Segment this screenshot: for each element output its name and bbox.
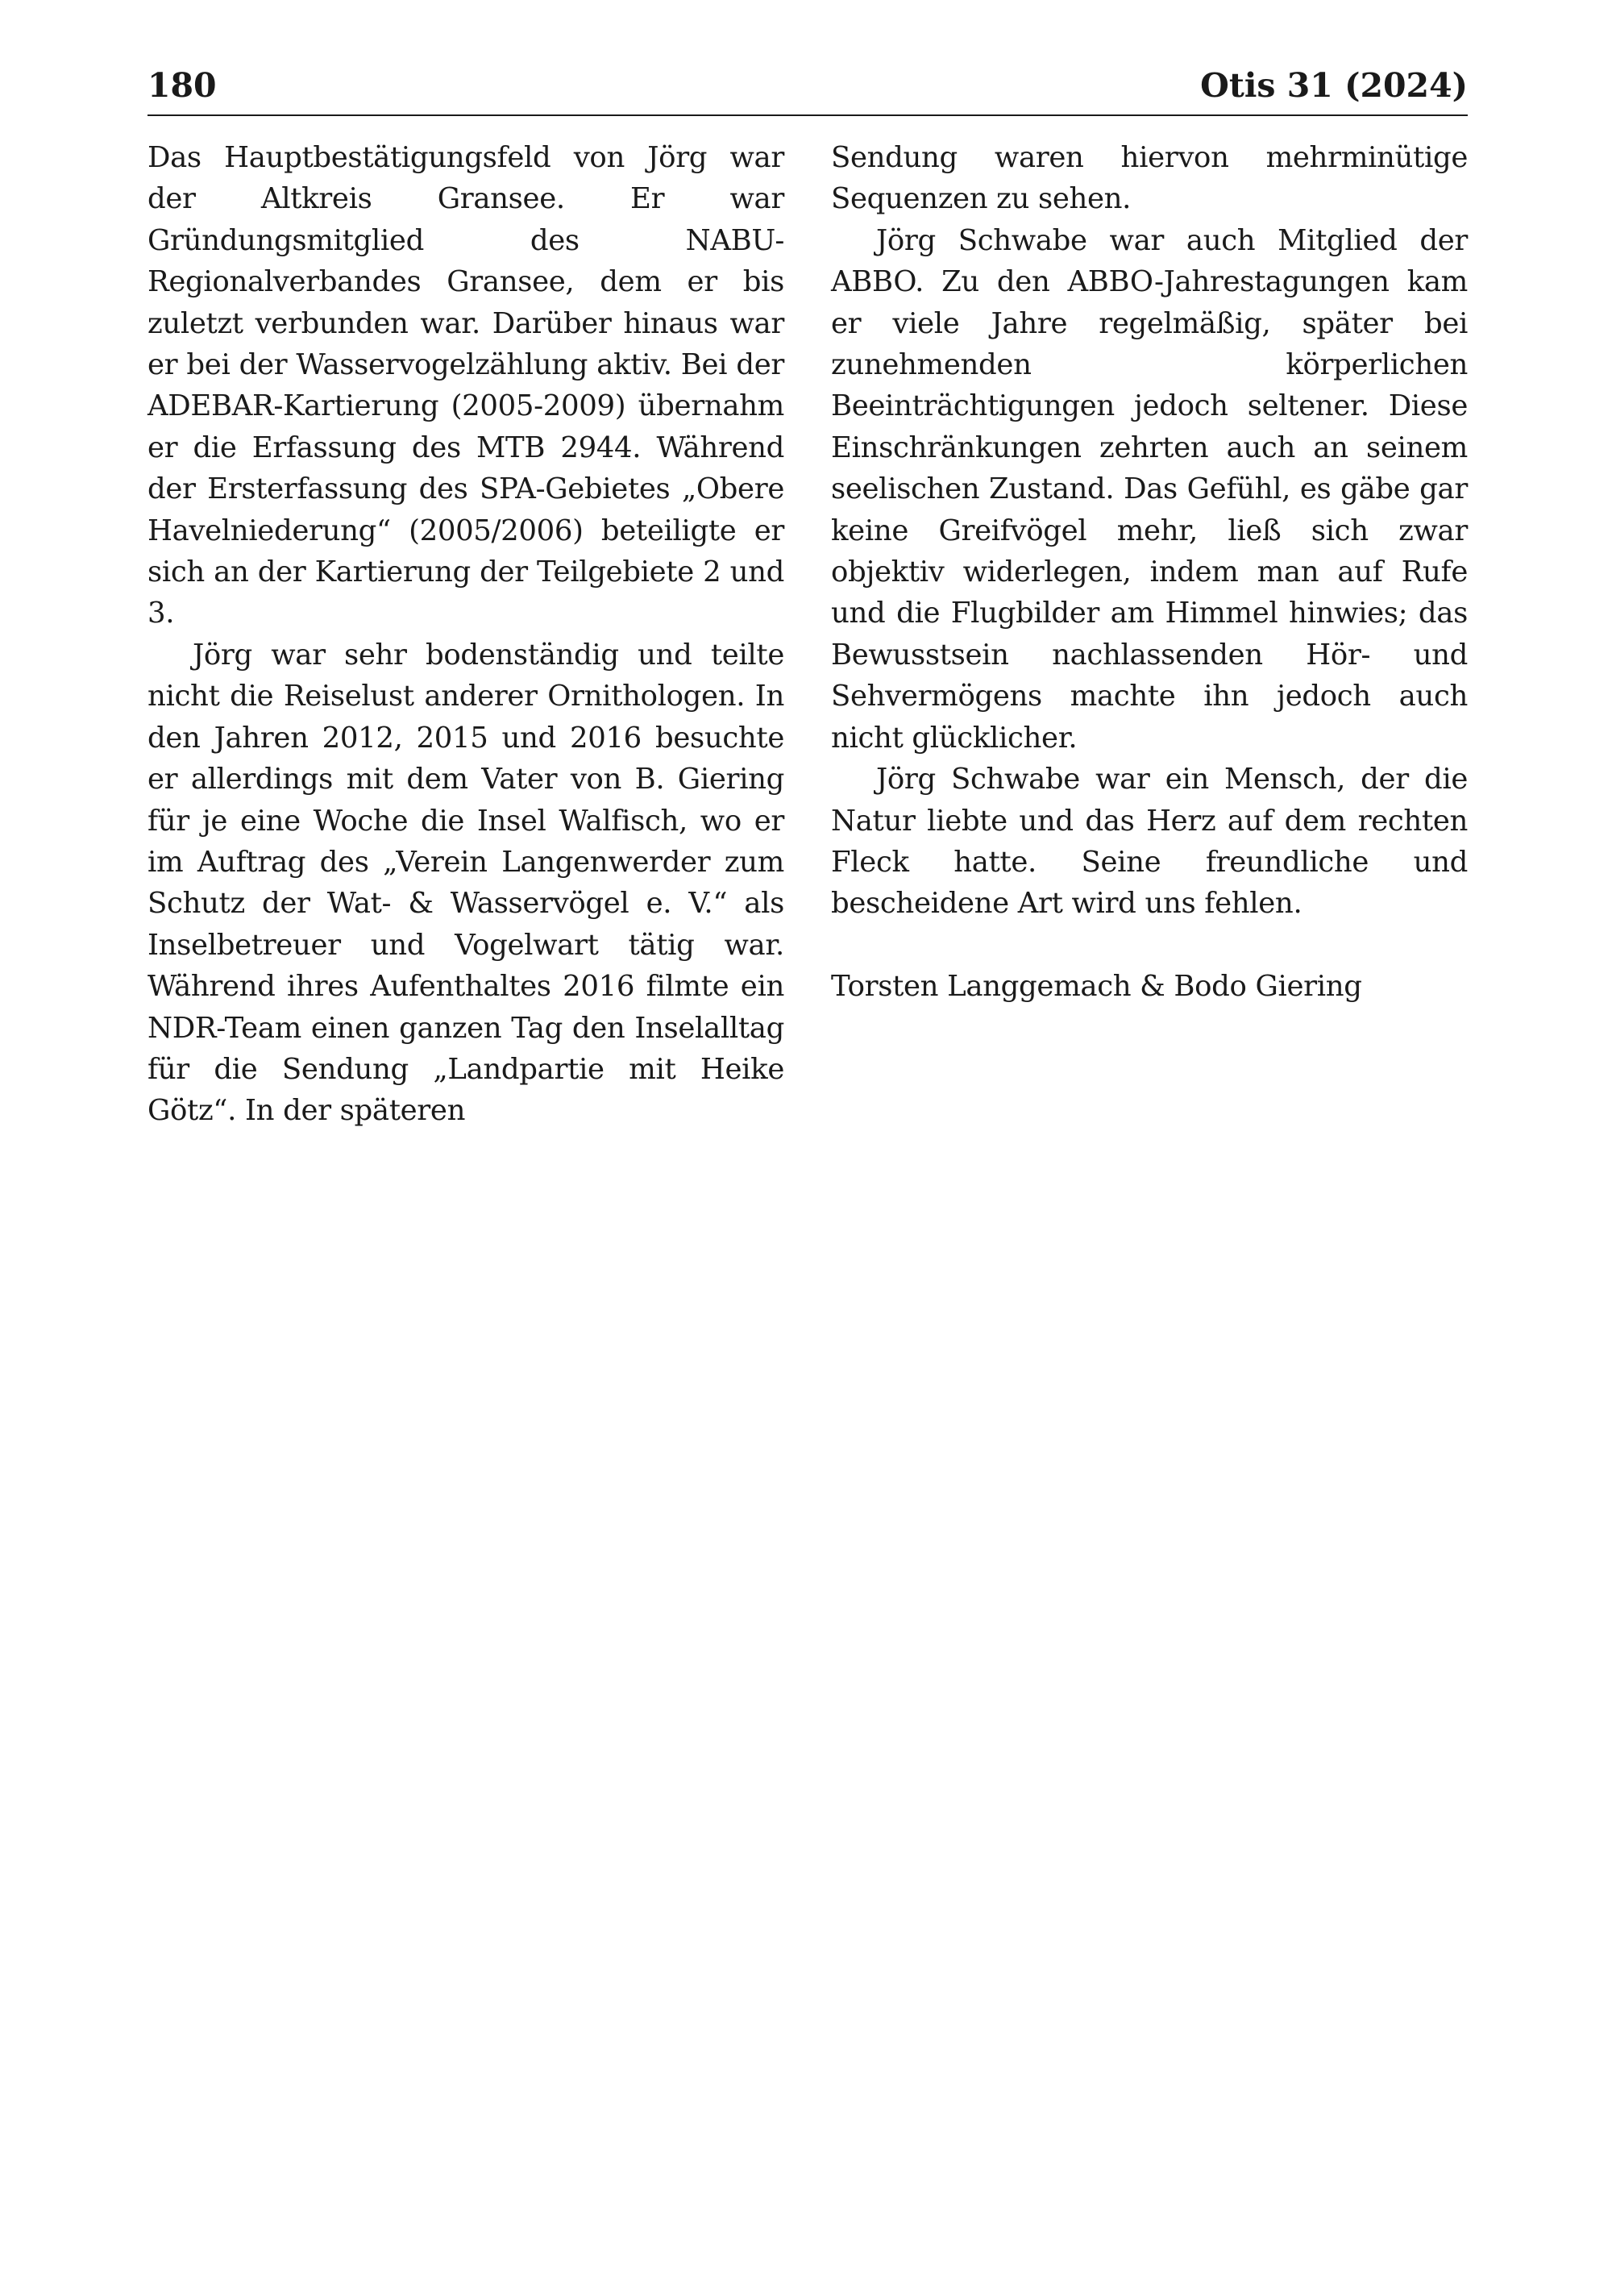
paragraph: Jörg Schwabe war auch Mitglied der ABBO. Zu den ABBO-Jahrestagungen kam er viele Jahre regelmäßig, später bei zunehmenden körperlichen Beeinträchtigungen jedoch seltener. Diese Einschränkungen zehrten auch an seinem seelischen Zustand. Das Gefühl, es gäbe gar keine Greifvögel mehr, ließ sich zwar objektiv widerlegen, indem man auf Rufe und die Flugbilder am Himmel hinwies; das Bewusstsein nachlassenden Hör- und Sehvermögens machte ihn jedoch auch nicht glücklicher. xyxy=(831,223,1468,755)
paragraph: Sendung waren hiervon mehrminütige Sequenzen zu sehen. xyxy=(831,141,1468,216)
journal-reference: Otis 31 (2024) xyxy=(1200,66,1468,105)
paragraph: Jörg Schwabe war ein Mensch, der die Natur liebte und das Herz auf dem rechten Fleck hatte. Seine freundliche und bescheidene Art wird uns fehlen. xyxy=(831,763,1468,921)
right-column xyxy=(831,137,1468,1008)
left-column xyxy=(147,137,784,1132)
page-number: 180 xyxy=(147,66,217,105)
page-header xyxy=(147,63,1468,116)
paragraph: Jörg war sehr bodenständig und teilte nicht die Reiselust anderer Ornithologen. In den Jahren 2012, 2015 und 2016 besuchte er allerdings mit dem Vater von B. Giering für je eine Woche die Insel Walfisch, wo er im Auftrag des „Verein Langenwerder zum Schutz der Wat- & Wasservögel e. V.“ als Inselbetreuer und Vogelwart tätig war. Während ihres Aufenthaltes 2016 filmte ein NDR-Team einen ganzen Tag den Inselalltag für die Sendung „Landpartie mit Heike Götz“. In der späteren xyxy=(147,638,784,1128)
author-signature: Torsten Langgemach & Bodo Giering xyxy=(831,970,1362,1004)
paragraph: Das Hauptbestätigungsfeld von Jörg war der Altkreis Gransee. Er war Gründungsmitglied des NABU-Regionalverbandes Gransee, dem er bis zuletzt verbunden war. Darüber hinaus war er bei der Wasservogelzählung aktiv. Bei der ADEBAR-Kartierung (2005-2009) übernahm er die Erfassung des MTB 2944. Während der Ersterfassung des SPA-Gebietes „Obere Havelniederung“ (2005/2006) beteiligte er sich an der Kartierung der Teilgebiete 2 und 3. xyxy=(147,141,784,630)
